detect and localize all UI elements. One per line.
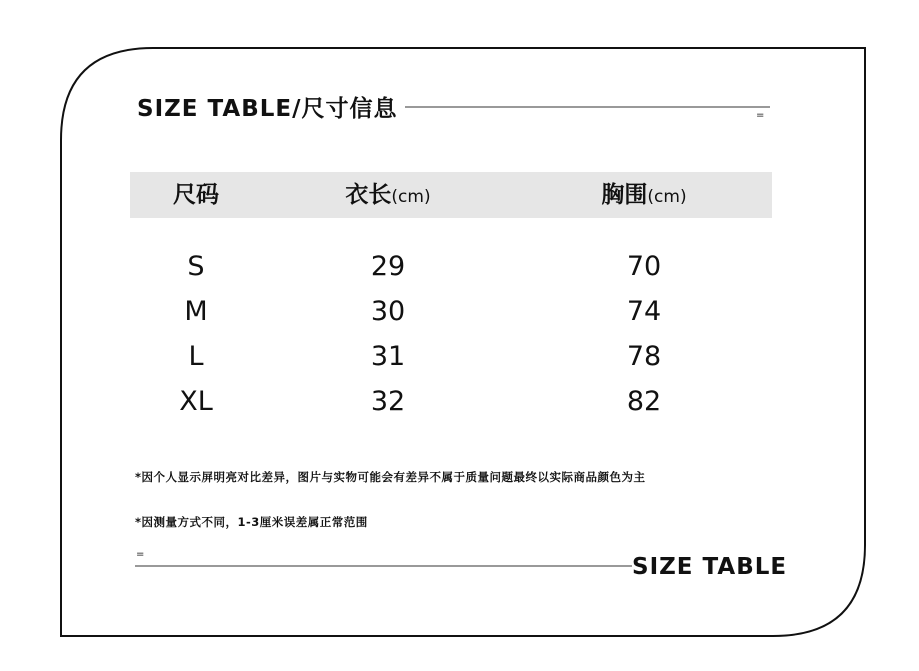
- header-length-label: 衣长: [345, 182, 392, 208]
- note-measurement-tolerance: *因测量方式不同，1-3厘米误差属正常范围: [135, 515, 368, 529]
- row-s-size: S: [187, 251, 205, 282]
- header-chest-label: 胸围: [601, 182, 648, 208]
- row-l-size: L: [188, 341, 204, 372]
- footer-divider-mark: =: [136, 549, 145, 560]
- divider-mark: =: [756, 110, 765, 121]
- header-chest-unit: (cm): [647, 187, 687, 207]
- row-l-chest: 78: [626, 341, 662, 372]
- header-length-unit: (cm): [391, 187, 431, 207]
- header-size-label: 尺码: [173, 182, 219, 208]
- row-xl-length: 32: [370, 386, 406, 417]
- header-length: [345, 172, 430, 218]
- header-size: [173, 172, 219, 218]
- header-chest: [601, 172, 686, 218]
- row-xl-chest: 82: [626, 386, 662, 417]
- row-m-chest: 74: [626, 296, 662, 327]
- row-s-chest: 70: [626, 251, 662, 282]
- note-display-difference: *因个人显示屏明亮对比差异，图片与实物可能会有差异不属于质量问题最终以实际商品颜色为主: [135, 470, 646, 484]
- row-m-size: M: [184, 296, 208, 327]
- row-l-length: 31: [370, 341, 406, 372]
- row-xl-size: XL: [179, 386, 213, 417]
- page-title: SIZE TABLE/尺寸信息: [137, 96, 398, 122]
- footer-label: SIZE TABLE: [632, 554, 788, 580]
- row-m-length: 30: [370, 296, 406, 327]
- row-s-length: 29: [370, 251, 406, 282]
